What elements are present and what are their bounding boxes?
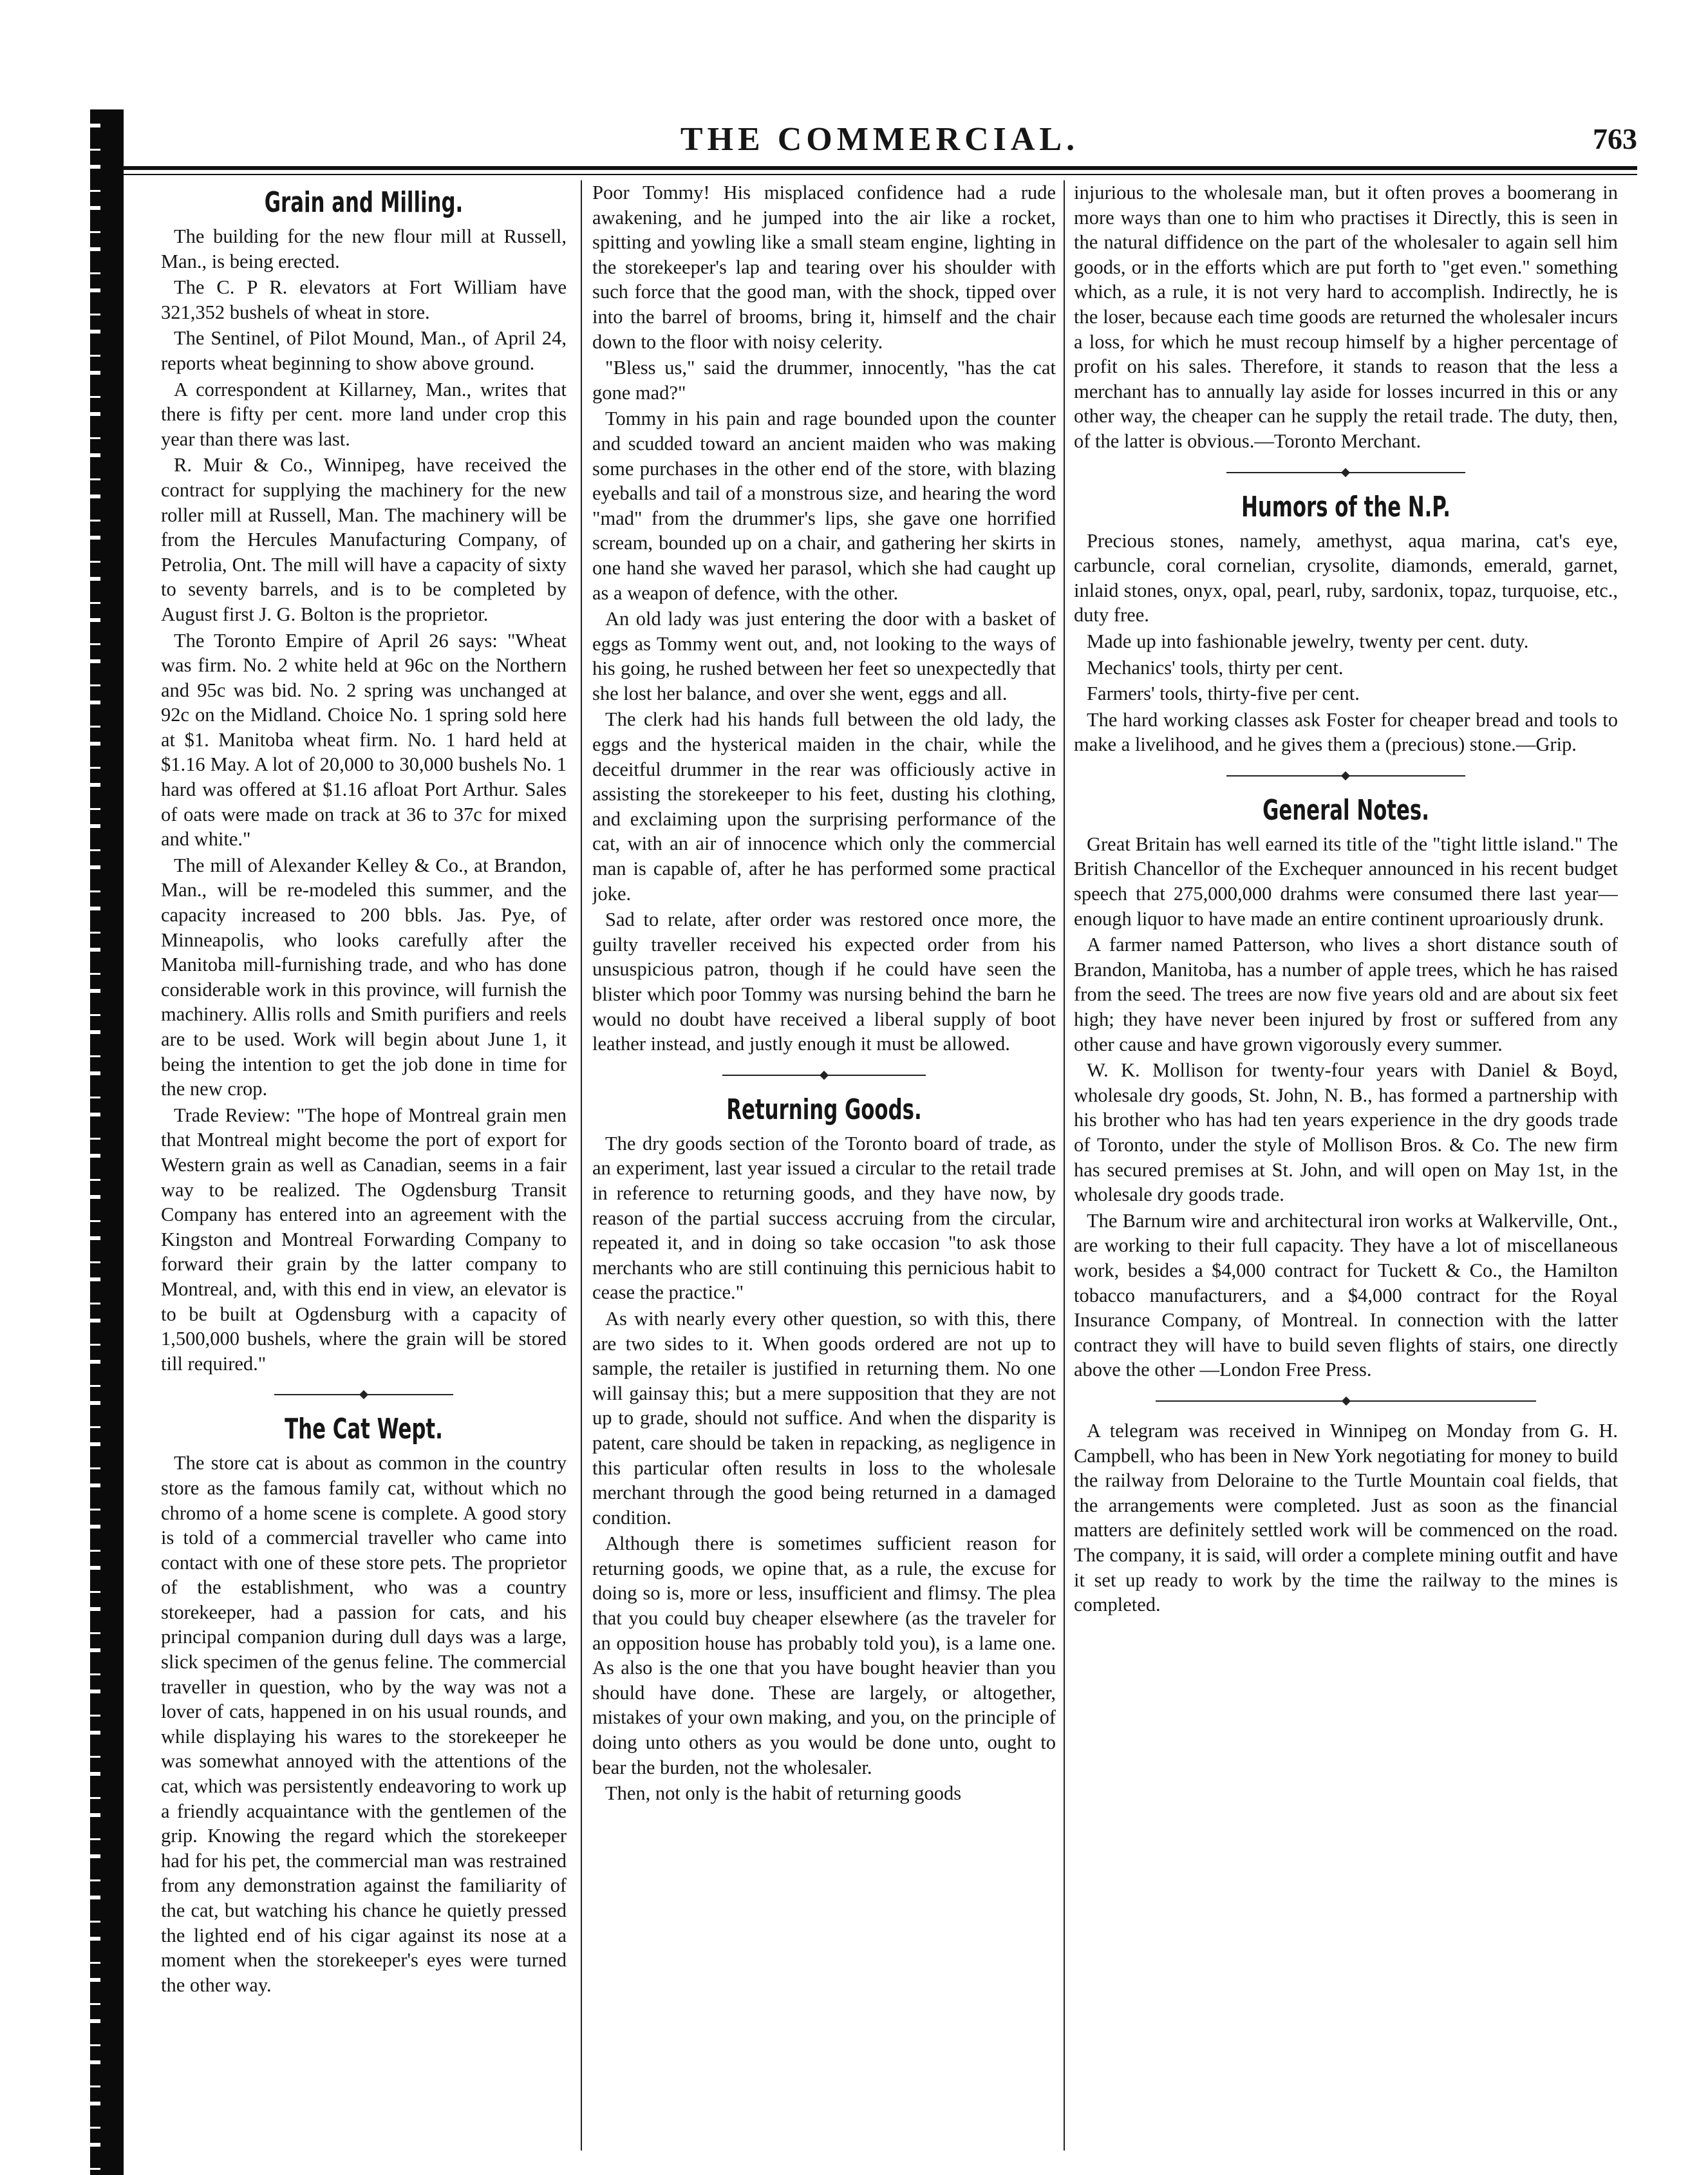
section-divider bbox=[1156, 1395, 1537, 1407]
heading-grain-and-milling: Grain and Milling. bbox=[264, 186, 464, 219]
paragraph: The clerk had his hands full between the old lady, the eggs and the hysterical maiden in the chair, while the deceitful drummer in the rear was officiously active in assisting the storekeeper to his feet, dusting his clothing, and exclaiming upon the surprising performance of the cat, with an air of innocence which only the commercial man is capable of, after he has performed some practical joke. bbox=[592, 708, 1056, 905]
paragraph: Then, not only is the habit of returning goods bbox=[605, 1782, 962, 1805]
scan-binding-edge-ragged bbox=[90, 109, 100, 2175]
paragraph: Farmers' tools, thirty-five per cent. bbox=[1087, 683, 1360, 705]
paragraph: Although there is sometimes sufficient reason for returning goods, we opine that, as a rule, the excuse for doing so is, more or less, insufficient and flimsy. The plea that you could buy cheaper elsewhere (as the traveler for an opposition house has probably told you), is a lame one. As also is the one that you have bought heavier than you should have done. These are largely, or altogether, mistakes of your own making, and you, on the principle of doing unto others as you would be done unto, ought to bear the burden, not the wholesaler. bbox=[592, 1532, 1056, 1778]
paragraph: The dry goods section of the Toronto board of trade, as an experiment, last year issued a circular to the retail trade in reference to returning goods, and they have now, by reason of the partial success accruing from the circular, repeated it, and in doing so take occasion "to ask those merchants who are still continuing this pernicious habit to cease the practice." bbox=[592, 1132, 1056, 1304]
paragraph: injurious to the wholesale man, but it often proves a boomerang in more ways than one to him who practises it Directly, this is seen in the natural diffidence on the part of the wholesaler to again sell him goods, or in the efforts which are put forth to "get even." something which, as a rule, it is not very hard to accomplish. Indirectly, he is the loser, because each time goods are returned the wholesaler incurs a loss, for which he must recoup himself by a higher percentage of profit on his sales. Therefore, it stands to reason that the less a merchant has to annually lay aside for losses incurred in this or any other way, the cheaper can he supply the retail trade. The duty, then, of the latter is obvious.—Toronto Merchant. bbox=[1074, 182, 1618, 452]
column-3 bbox=[1074, 180, 1618, 2151]
section-divider bbox=[1226, 467, 1466, 478]
paragraph: Made up into fashionable jewelry, twenty per cent. duty. bbox=[1087, 630, 1529, 652]
paragraph: "Bless us," said the drummer, innocently, "has the cat gone mad?" bbox=[592, 357, 1056, 404]
heading-the-cat-wept: The Cat Wept. bbox=[285, 1413, 443, 1446]
paragraph: The mill of Alexander Kelley & Co., at Brandon, Man., will be re-modeled this summer, and the capacity increased to 200 bbls. Jas. Pye, of Minneapolis, who looks carefully after the Manitoba mill-furnishing trade, and who has done considerable work in this province, will furnish the machinery. Allis rolls and Smith purifiers and reels are to be used. Work will begin about June 1, it being the intention to get the job done in time for the new crop. bbox=[161, 854, 567, 1100]
masthead-title: THE COMMERCIAL. bbox=[680, 121, 1080, 158]
heading-general-notes: General Notes. bbox=[1262, 793, 1429, 827]
paragraph: Great Britain has well earned its title of the "tight little island." The British Chancellor of the Exchequer announced in his recent budget speech that 275,000,000 drahms were consumed there last year—enough liquor to have made an entire continent uproariously drunk. bbox=[1074, 833, 1618, 930]
paragraph: Mechanics' tools, thirty per cent. bbox=[1087, 656, 1344, 679]
page-header bbox=[122, 117, 1637, 162]
heading-humors-of-the-np: Humors of the N.P. bbox=[1241, 490, 1450, 523]
paragraph: Poor Tommy! His misplaced confidence had a rude awakening, and he jumped into the air like a rocket, spitting and yowling like a small steam engine, lighting in the storekeeper's lap and tearing over his shoulder with such force that the good man, with the shock, tipped over into the barrel of brooms, bring it, himself and the chair down to the floor with noisy celerity. bbox=[592, 182, 1056, 353]
paragraph: An old lady was just entering the door with a basket of eggs as Tommy went out, and, not looking to the ways of his going, he rushed between her feet so unexpectedly that she lost her balance, and over she went, eggs and all. bbox=[592, 608, 1056, 704]
paragraph: The Sentinel, of Pilot Mound, Man., of April 24, reports wheat beginning to show above ground. bbox=[161, 327, 567, 374]
column-rule-2 bbox=[1064, 180, 1065, 2151]
heading-returning-goods: Returning Goods. bbox=[726, 1093, 922, 1126]
header-rule-thin bbox=[122, 174, 1637, 175]
paragraph: A telegram was received in Winnipeg on Monday from G. H. Campbell, who has been in New York negotiating for money to build the railway from Deloraine to the Turtle Mountain coal fields, that the arrangements were completed. Just as soon as the financial matters are definitely settled work will be commenced on the road. The company, it is said, will order a complete mining outfit and have it set up ready to work by the time the railway to the mines is completed. bbox=[1074, 1419, 1618, 1616]
paragraph: The store cat is about as common in the country store as the famous family cat, without which no chromo of a home scene is complete. A good story is told of a commercial traveller who came into contact with one of these store pets. The proprietor of the establishment, who was a country storekeeper, had a passion for cats, and his principal companion during dull days was a large, slick specimen of the genus feline. The commercial traveller in question, who by the way was not a lover of cats, happened in on his usual rounds, and while displaying his wares to the storekeeper he was somewhat annoyed with the attentions of the cat, which was persistently endeavoring to work up a friendly acquaintance with the gentlemen of the grip. Knowing the regard which the storekeeper had for his pet, the commercial man was restrained from any demonstration against the familiarity of the cat, but watching his chance he quietly pressed the lighted end of his cigar against its nose at a moment when the storekeeper's eyes were turned the other way. bbox=[161, 1452, 567, 1996]
paragraph: The C. P R. elevators at Fort William have 321,352 bushels of wheat in store. bbox=[161, 276, 567, 323]
paragraph: The Toronto Empire of April 26 says: "Wheat was firm. No. 2 white held at 96c on the Northern and 95c was bid. No. 2 spring was unchanged at 92c on the Midland. Choice No. 1 spring sold here at $1. Manitoba wheat firm. No. 1 hard held at $1.16 May. A lot of 20,000 to 30,000 bushels No. 1 hard was offered at $1.16 afloat Port Arthur. Sales of oats were made on track at 36 to 37c for mixed and white." bbox=[161, 629, 567, 851]
column-2 bbox=[592, 180, 1056, 2151]
paragraph: The Barnum wire and architectural iron works at Walkerville, Ont., are working to their full capacity. They have a lot of miscellaneous work, besides a $4,000 contract for Tuckett & Co., the Hamilton tobacco manufacturers, and a $4,000 contract for the Royal Insurance Company, of Montreal. In connection with the latter contract they will have to build seven flights of stairs, one directly above the other —London Free Press. bbox=[1074, 1209, 1618, 1381]
header-rule-thick bbox=[122, 166, 1637, 170]
paragraph: Sad to relate, after order was restored once more, the guilty traveller received his expected order from his unsuspicious patron, though if he could have seen the blister which poor Tommy was nursing behind the barn he would no doubt have received a liberal supply of boot leather instead, and justly enough it must be allowed. bbox=[592, 909, 1056, 1055]
column-1 bbox=[161, 180, 567, 2151]
paragraph: As with nearly every other question, so with this, there are two sides to it. When goods ordered are not up to sample, the retailer is justified in returning them. No one will gainsay this; but a mere supposition that they are not up to grade, should not suffice. And when the disparity is patent, care should be taken in repacking, as negligence in this particular often results in loss to the wholesale merchant through the good being returned in a damaged condition. bbox=[592, 1307, 1056, 1529]
paragraph: The hard working classes ask Foster for cheaper bread and tools to make a livelihood, and he gives them a (precious) stone.—Grip. bbox=[1074, 708, 1618, 756]
paragraph: A farmer named Patterson, who lives a short distance south of Brandon, Manitoba, has a number of apple trees, which he has raised from the seed. The trees are now five years old and are about six feet high; they have never been injured by frost or suffered from any other cause and have grown vigorously every summer. bbox=[1074, 934, 1618, 1055]
column-rule-1 bbox=[581, 180, 582, 2151]
scan-binding-edge bbox=[97, 109, 124, 2175]
section-divider bbox=[274, 1389, 453, 1400]
paragraph: Tommy in his pain and rage bounded upon the counter and scudded toward an ancient maiden who was making some purchases in the other end of the store, with blazing eyeballs and tail of a monstrous size, and hearing the word "mad" from the drummer's lips, she gave one horrified scream, bounded up on a chair, and gathering her skirts in one hand she waved her parasol, which she had caught up as a weapon of defence, with the other. bbox=[592, 408, 1056, 604]
paragraph: R. Muir & Co., Winnipeg, have received the contract for supplying the machinery for the new roller mill at Russell, Man. The machinery will be from the Hercules Manufacturing Company, of Petrolia, Ont. The mill will have a capacity of sixty to seventy barrels, and is to be completed by August first J. G. Bolton is the proprietor. bbox=[161, 454, 567, 625]
paragraph: W. K. Mollison for twenty-four years with Daniel & Boyd, wholesale dry goods, St. John, N. B., has formed a partnership with his brother who has had ten years experience in the dry goods trade of Toronto, under the style of Mollison Bros. & Co. The new firm has secured premises at St. John, and will open on May 1st, in the wholesale dry goods trade. bbox=[1074, 1059, 1618, 1206]
paragraph: Trade Review: "The hope of Montreal grain men that Montreal might become the port of export for Western grain as well as Canadian, seems in a fair way to be realized. The Ogdensburg Transit Company has entered into an agreement with the Kingston and Montreal Forwarding Company to forward their grain by the latter company to Montreal, and, with this end in view, an elevator is to be built at Ogdensburg with a capacity of 1,500,000 bushels, where the grain will be stored till required." bbox=[161, 1104, 567, 1375]
paragraph: Precious stones, namely, amethyst, aqua marina, cat's eye, carbuncle, coral cornelian, crysolite, diamonds, emerald, garnet, inlaid stones, onyx, opal, pearl, ruby, sardonix, topaz, turquoise, etc., duty free. bbox=[1074, 529, 1618, 626]
section-divider bbox=[1226, 770, 1466, 782]
paragraph: The building for the new flour mill at Russell, Man., is being erected. bbox=[161, 225, 567, 272]
page-number: 763 bbox=[1593, 122, 1637, 155]
section-divider bbox=[722, 1069, 926, 1081]
paragraph: A correspondent at Killarney, Man., writes that there is fifty per cent. more land under crop this year than there was last. bbox=[161, 378, 567, 450]
